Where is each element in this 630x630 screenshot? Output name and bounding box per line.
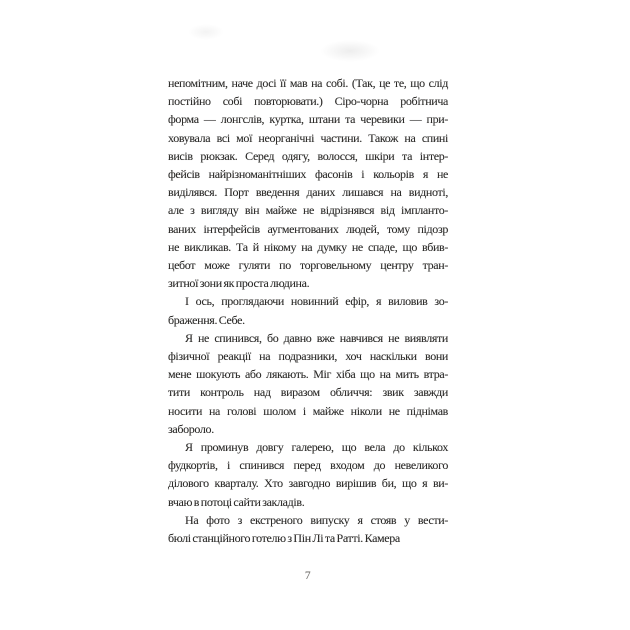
text-line: На фото з екстреного випуску я стояв у вести- <box>185 512 448 527</box>
text-line: ваних інтерфейсів аугментованих людей, тому підозр <box>168 221 448 236</box>
paragraph <box>168 511 448 547</box>
text-line: цебот може гуляти по торговельному центру тран- <box>168 258 448 273</box>
scan-smudge <box>320 40 380 62</box>
paragraph <box>168 74 448 292</box>
page-number: 7 <box>304 570 312 582</box>
paragraph <box>168 438 448 511</box>
text-line: зитної зони як проста людина. <box>168 276 310 291</box>
text-line: тити контроль над виразом обличчя: звик завжди <box>168 385 448 400</box>
text-line: носити на голові шолом і майже ніколи не піднімав <box>168 403 448 418</box>
paragraph <box>168 292 448 328</box>
paragraph <box>168 329 448 438</box>
text-line: бюлі станційного готелю з Пін Лі та Ратті. Камера <box>168 531 400 546</box>
text-line: фейсів найрізноманітніших фасонів і кольорів я не <box>168 167 448 182</box>
text-line: ділового кварталу. Хто завгодно вирішив би, що я ви- <box>168 476 448 491</box>
text-line: фізичної реакції на подразники, хоч наскільки вони <box>168 349 448 364</box>
text-line: Я проминув довгу галерею, що вела до кількох <box>185 440 448 455</box>
text-line: ховувала всі мої неорганічні частини. Також на спині <box>168 130 448 145</box>
scan-smudge <box>188 24 224 40</box>
text-line: виділявся. Порт введення даних лишався на видноті, <box>168 185 448 200</box>
text-line: браження. Себе. <box>168 312 245 327</box>
text-line: форма — лонгслів, куртка, штани та черевики — при- <box>168 112 448 127</box>
text-line: але з вигляду він майже не відрізнявся від імпланто- <box>168 203 448 218</box>
text-line: І ось, проглядаючи новинний ефір, я виловив зо- <box>185 294 448 309</box>
text-line: висів рюкзак. Серед одягу, волосся, шкіри та інтер- <box>168 148 448 163</box>
text-line: не викликав. Та й нікому на думку не спаде, що вбив- <box>168 239 448 254</box>
text-line: Я не спинився, бо давно вже навчився не виявляти <box>185 330 448 345</box>
body-text <box>168 74 448 547</box>
text-line: забороло. <box>168 421 214 436</box>
text-line: вчаю в потоці сайти закладів. <box>168 494 305 509</box>
text-line: мене шокують або лякають. Міг хіба що на мить втра- <box>168 367 448 382</box>
text-line: фудкортів, і спинився перед входом до невеликого <box>168 458 448 473</box>
text-line: постійно собі повторювати.) Сіро-чорна робітнича <box>168 94 448 109</box>
text-line: непомітним, наче досі її мав на собі. (Так, це те, що слід <box>168 76 448 90</box>
